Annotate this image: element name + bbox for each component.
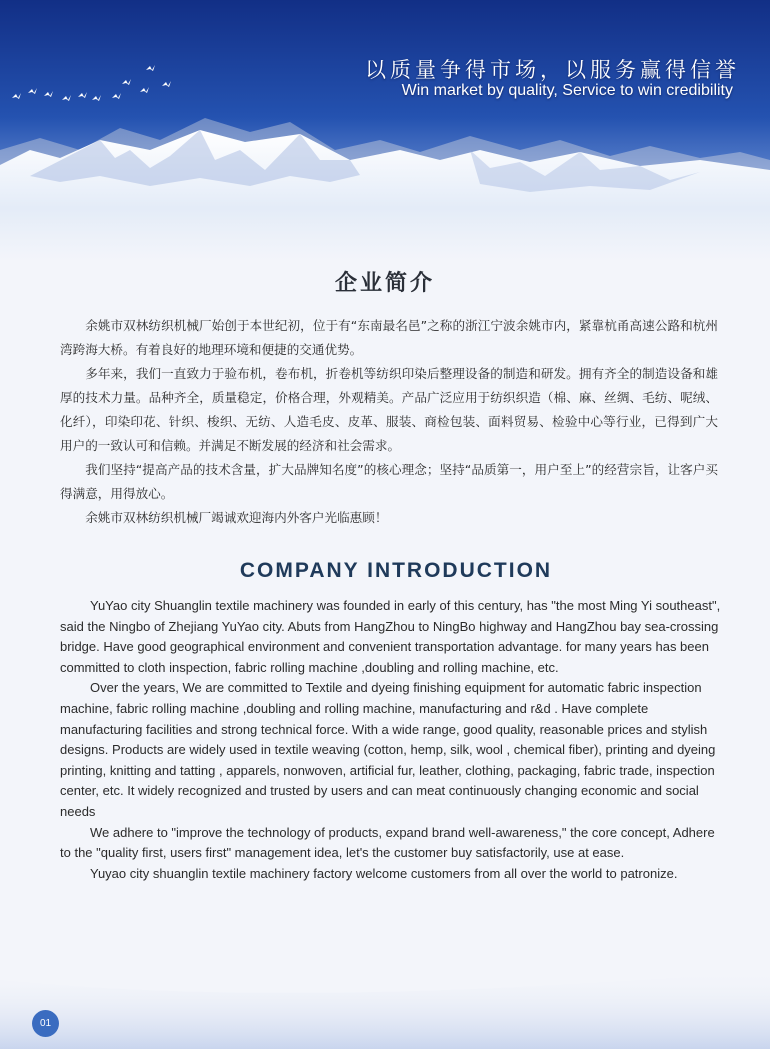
english-paragraph: We adhere to "improve the technology of products, expand brand well-awareness," the core concept, Adhere to the "quality first, users first" management idea, let's the customer buy satisfactorily, use at ease.	[60, 824, 715, 861]
slogan-english: Win market by quality, Service to win credibility	[401, 82, 733, 99]
banner-illustration	[0, 0, 770, 260]
chinese-paragraph: 余姚市双林纺织机械厂始创于本世纪初，位于有“东南最名邑”之称的浙江宁波余姚市内，紧靠杭甬高速公路和杭州湾跨海大桥。有着良好的地理环境和便捷的交通优势。	[60, 318, 718, 357]
slogan-chinese: 以质量争得市场，以服务赢得信誉	[365, 58, 740, 82]
chinese-section-body	[60, 314, 718, 530]
snow-mountain-banner	[0, 0, 770, 260]
chinese-paragraph: 我们坚持“提高产品的技术含量，扩大品牌知名度”的核心理念；坚持“品质第一，用户至上”的经营宗旨，让客户买得满意，用得放心。	[60, 462, 718, 501]
english-paragraph: Over the years, We are committed to Textile and dyeing finishing equipment for automatic fabric inspection machine, fabric rolling machine ,doubling and rolling machine, manufacturing and r&d . Have complete manufacturing facilities and strong technical force. With a wide range, good quality, reasonable prices and stylish designs. Products are widely used in textile weaving (cotton, hemp, silk, wool , chemical fiber), printing and dyeing printing, knitting and tatting , apparels, nonwoven, artificial fur, leather, clothing, packaging, fabric trade, inspection center, etc. It widely recognized and trusted by users and can meat continuously changing economic and social needs	[60, 680, 716, 819]
bottom-decor-band	[0, 940, 770, 1049]
english-section-body	[60, 596, 722, 884]
english-section-title: COMPANY INTRODUCTION	[239, 559, 553, 582]
english-paragraph: YuYao city Shuanglin textile machinery was founded in early of this century, has "the most Ming Yi southeast", said the Ningbo of Zhejiang YuYao city. Abuts from HangZhou to NingBo highway and HangZhou bay sea-crossing bridge. Have good geographical environment and convenient transportation advantage. for many years has been committed to cloth inspection, fabric rolling machine ,doubling and rolling machine, etc.	[60, 598, 721, 675]
chinese-paragraph: 余姚市双林纺织机械厂竭诚欢迎海内外客户光临惠顾！	[85, 510, 388, 525]
chinese-section-title: 企业简介	[334, 271, 435, 296]
page-number-badge: 01	[32, 1010, 59, 1037]
chinese-paragraph: 多年来，我们一直致力于验布机，卷布机，折卷机等纺织印染后整理设备的制造和研发。拥有齐全的制造设备和雄厚的技术力量。品种齐全，质量稳定，价格合理，外观精美。产品广泛应用于纺织织造（棉、麻、丝绸、毛纺、呢绒、化纤），印染印花、针织、梭织、无纺、人造毛皮、皮革、服装、商检包装、面料贸易、检验中心等行业，已得到广大用户的一致认可和信赖。并满足不断发展的经济和社会需求。	[60, 366, 718, 453]
english-paragraph: Yuyao city shuanglin textile machinery factory welcome customers from all over the world to patronize.	[90, 865, 678, 881]
